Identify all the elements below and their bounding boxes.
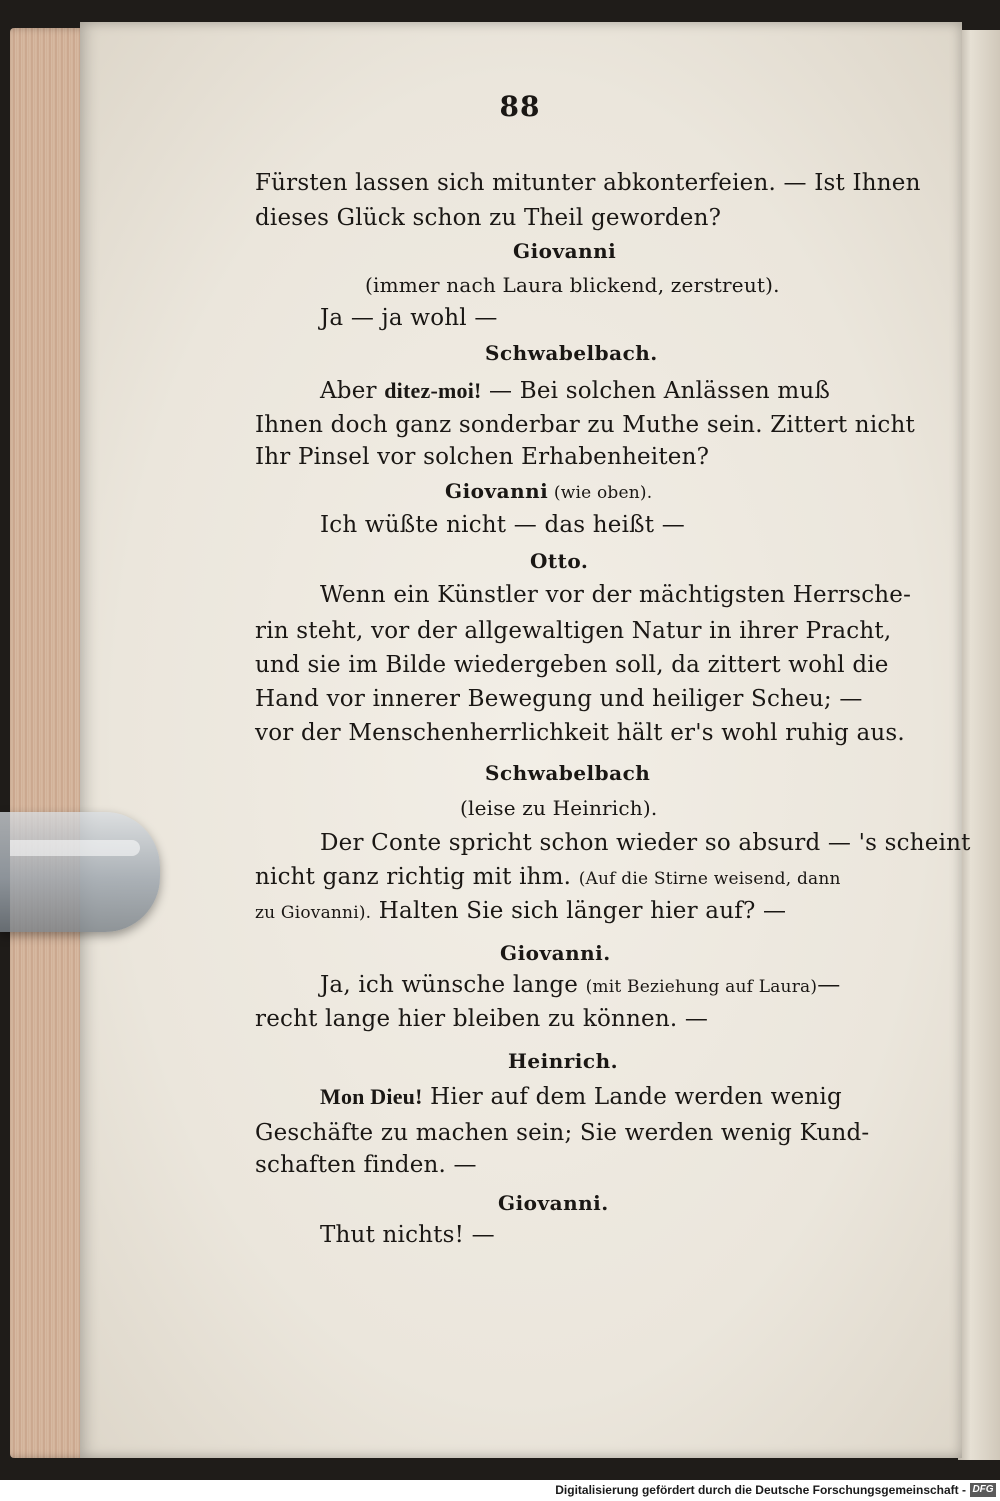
text-segment: Ich wüßte nicht — das heißt — — [320, 512, 685, 538]
text-segment: recht lange hier bleiben zu können. — — [255, 1006, 709, 1032]
text-line — [255, 1152, 477, 1178]
speaker-name: Otto. — [530, 549, 589, 573]
stage-direction: Mon Dieu! — [320, 1084, 423, 1109]
text-segment: Halten Sie sich länger hier auf? — — [371, 898, 787, 924]
page-holder-clip — [0, 812, 160, 932]
text-segment: dieses Glück schon zu Theil geworden? — [255, 205, 722, 231]
book-page-edges — [10, 28, 90, 1458]
text-line — [485, 760, 650, 786]
text-line — [255, 720, 905, 746]
text-segment: Thut nichts! — — [320, 1222, 495, 1248]
speaker-name: Giovanni — [513, 239, 617, 263]
text-segment: nicht ganz richtig mit ihm. — [255, 864, 579, 890]
text-segment: und sie im Bilde wiedergeben soll, da zittert wohl die — [255, 652, 889, 678]
stage-direction: (Auf die Stirne weisend, dann — [578, 869, 841, 889]
speaker-name: Schwabelbach — [485, 761, 651, 785]
speaker-name: Giovanni. — [500, 941, 611, 965]
text-line — [255, 898, 786, 924]
stage-direction: ditez-moi! — [384, 378, 482, 403]
text-line — [255, 205, 721, 231]
stage-direction: (immer nach Laura blickend, zerstreut). — [365, 273, 780, 297]
text-segment: schaften finden. — — [255, 1152, 477, 1178]
text-segment: Ja — ja wohl — — [320, 305, 498, 331]
text-line — [255, 864, 841, 890]
text-segment: Aber — [320, 378, 385, 404]
text-line — [255, 618, 891, 644]
text-segment: Ihr Pinsel vor solchen Erhabenheiten? — [255, 444, 710, 470]
footer-credit: Digitalisierung gefördert durch die Deutsche Forschungsgemeinschaft - — [555, 1483, 966, 1497]
text-line — [255, 412, 915, 438]
text-line — [255, 652, 889, 678]
text-line — [513, 238, 616, 264]
text-segment: — — [817, 972, 841, 998]
text-line — [255, 1006, 708, 1032]
speaker-name: Giovanni — [445, 479, 549, 503]
text-line — [320, 830, 971, 856]
text-segment: vor der Menschenherrlichkeit hält er's wohl ruhig aus. — [255, 720, 905, 746]
text-line — [508, 1048, 618, 1074]
text-line — [320, 582, 911, 608]
speaker-name: Schwabelbach. — [485, 341, 658, 365]
text-line — [255, 444, 709, 470]
text-line — [320, 305, 498, 331]
speaker-name: Giovanni. — [498, 1191, 609, 1215]
stage-direction: (mit Beziehung auf Laura) — [585, 977, 818, 997]
footer-bar — [0, 1480, 1000, 1501]
text-segment: Fürsten lassen sich mitunter abkonterfeien. — Ist Ihnen — [255, 170, 921, 196]
stage-direction: (leise zu Heinrich). — [460, 796, 658, 820]
text-line — [485, 340, 658, 366]
text-segment: Hier auf dem Lande werden wenig — [422, 1084, 842, 1110]
speaker-name: Heinrich. — [508, 1049, 619, 1073]
page-holder-shine — [10, 840, 140, 856]
text-segment: Geschäfte zu machen sein; Sie werden wenig Kund- — [255, 1120, 870, 1146]
text-line — [320, 378, 830, 404]
text-segment: Ihnen doch ganz sonderbar zu Muthe sein. Zittert nicht — [255, 412, 915, 438]
text-line — [320, 1222, 495, 1248]
text-line — [460, 795, 657, 821]
text-segment: Wenn ein Künstler vor der mächtigsten Herrsche- — [320, 582, 912, 608]
text-segment: Ja, ich wünsche lange — [320, 972, 586, 998]
dfg-logo: DFG — [970, 1483, 996, 1497]
text-segment: Hand vor innerer Bewegung und heiliger Scheu; — — [255, 686, 863, 712]
text-line — [498, 1190, 609, 1216]
text-line — [255, 170, 921, 196]
book-right-gutter — [958, 30, 1000, 1460]
text-line — [255, 686, 863, 712]
text-line — [320, 1084, 842, 1110]
text-segment: — Bei solchen Anlässen muß — [481, 378, 831, 404]
text-line — [530, 548, 588, 574]
text-line — [445, 478, 652, 504]
page-number: 88 — [499, 90, 541, 123]
text-line — [255, 1120, 869, 1146]
text-line — [320, 972, 840, 998]
text-segment: Der Conte spricht schon wieder so absurd — 's scheint — [320, 830, 971, 856]
text-segment: rin steht, vor der allgewaltigen Natur in ihrer Pracht, — [255, 618, 892, 644]
stage-direction: zu Giovanni). — [255, 903, 372, 923]
text-line — [500, 940, 611, 966]
text-line — [320, 512, 685, 538]
text-line — [365, 272, 780, 298]
stage-direction: (wie oben). — [548, 483, 653, 503]
